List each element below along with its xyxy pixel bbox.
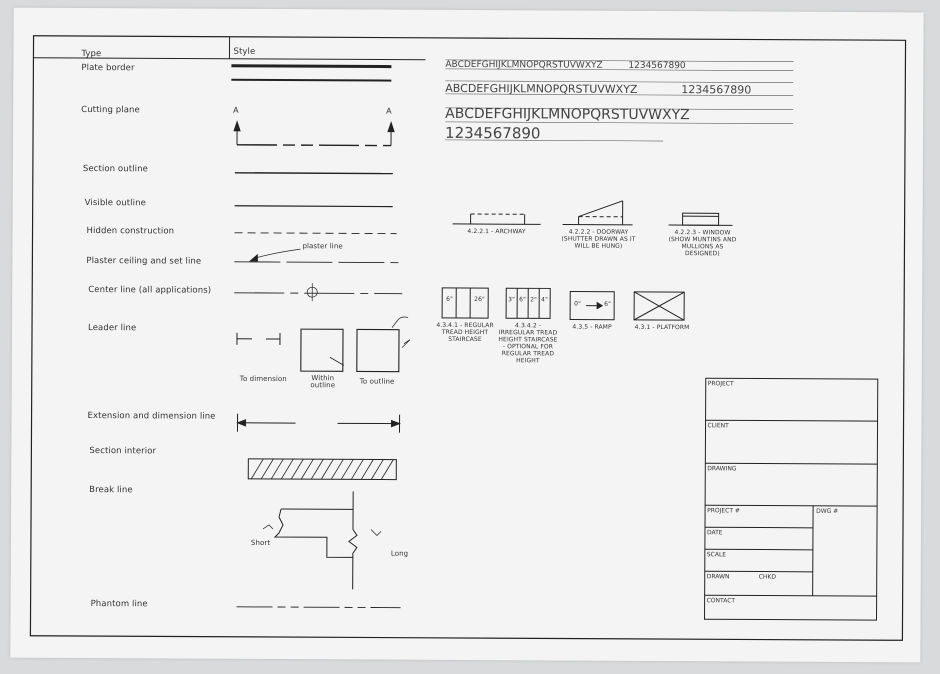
- lettering-line-1-numbers: 1234567890: [628, 60, 686, 72]
- row-label-section-interior: Section interior: [89, 446, 157, 457]
- break-note-short: Short: [250, 538, 271, 547]
- title-block-project-number: PROJECT #: [707, 507, 740, 515]
- title-block-project: PROJECT: [707, 380, 734, 388]
- lettering-line-2-numbers: 1234567890: [681, 83, 752, 97]
- lettering-line-3-numbers: 1234567890: [445, 123, 541, 143]
- doorway-caption: 4.2.2.2 - DOORWAY (SHUTTER DRAWN AS IT WILL BE HUNG): [561, 228, 636, 250]
- title-block-dwg-number: DWG #: [816, 507, 839, 515]
- row-label-plate-border: Plate border: [81, 62, 135, 74]
- column-header-style: Style: [233, 46, 256, 57]
- row-label-hidden-construction: Hidden construction: [86, 226, 175, 237]
- window-caption: 4.2.2.3 - WINDOW (SHOW MUNTINS AND MULLIONS AS DESIGNED): [668, 229, 737, 258]
- row-label-visible-outline: Visible outline: [84, 197, 146, 209]
- drawing-sheet: [10, 8, 923, 663]
- row-label-phantom-line: Phantom line: [90, 599, 148, 610]
- title-block-drawing: DRAWING: [707, 465, 737, 473]
- column-header-type: Type: [81, 48, 102, 60]
- ramp-label-start: 0": [574, 300, 581, 308]
- platform-caption: 4.3.1 - PLATFORM: [634, 323, 690, 332]
- break-note-long: Long: [390, 549, 409, 558]
- row-label-section-outline: Section outline: [82, 163, 148, 175]
- row-label-leader-line: Leader line: [88, 323, 137, 334]
- lettering-line-2-letters: ABCDEFGHIJKLMNOPQRSTUVWXYZ: [445, 81, 638, 96]
- leader-note-within: Within outline: [310, 374, 336, 390]
- stair-regular-label-1: 6": [446, 295, 453, 303]
- stair-irregular-label-2: 6": [519, 296, 526, 304]
- cutting-plane-marker-right: A: [386, 106, 392, 116]
- lettering-line-1-letters: ABCDEFGHIJKLMNOPQRSTUVWXYZ: [445, 59, 603, 71]
- leader-note-dimension: To dimension: [239, 374, 287, 384]
- row-label-extension-dimension: Extension and dimension line: [87, 411, 216, 422]
- title-block-drawn: DRAWN: [706, 573, 730, 581]
- ramp-caption: 4.3.5 - RAMP: [572, 323, 612, 331]
- row-label-center-line: Center line (all applications): [88, 285, 212, 296]
- title-block-checked: CHKD: [758, 573, 777, 581]
- stair-regular-label-2: 26": [474, 296, 485, 304]
- stair-irregular-label-3: 2": [530, 296, 537, 304]
- row-label-break-line: Break line: [89, 485, 133, 496]
- stair-regular-caption: 4.3.4.1 - REGULAR TREAD HEIGHT STAIRCASE: [436, 321, 494, 344]
- cutting-plane-marker-left: A: [233, 105, 239, 115]
- lettering-line-3-letters: ABCDEFGHIJKLMNOPQRSTUVWXYZ: [445, 105, 690, 124]
- ramp-label-end: 6": [604, 300, 611, 308]
- title-block-scale: SCALE: [706, 551, 727, 559]
- title-block-client: CLIENT: [707, 422, 729, 430]
- title-block-date: DATE: [706, 529, 723, 537]
- leader-note-outline: To outline: [359, 377, 395, 386]
- stair-irregular-label-1: 3": [508, 296, 515, 304]
- archway-caption: 4.2.2.1 - ARCHWAY: [467, 228, 526, 236]
- row-label-plaster-ceiling: Plaster ceiling and set line: [86, 256, 202, 267]
- stair-irregular-label-4: 4": [541, 296, 548, 304]
- stair-irregular-caption: 4.3.4.2 - IRREGULAR TREAD HEIGHT STAIRCASE - OPTIONAL FOR REGULAR TREAD HEIGHT: [498, 322, 558, 365]
- row-label-cutting-plane: Cutting plane: [81, 104, 140, 116]
- title-block-contact: CONTACT: [706, 597, 736, 605]
- plaster-line-note: plaster line: [302, 242, 343, 251]
